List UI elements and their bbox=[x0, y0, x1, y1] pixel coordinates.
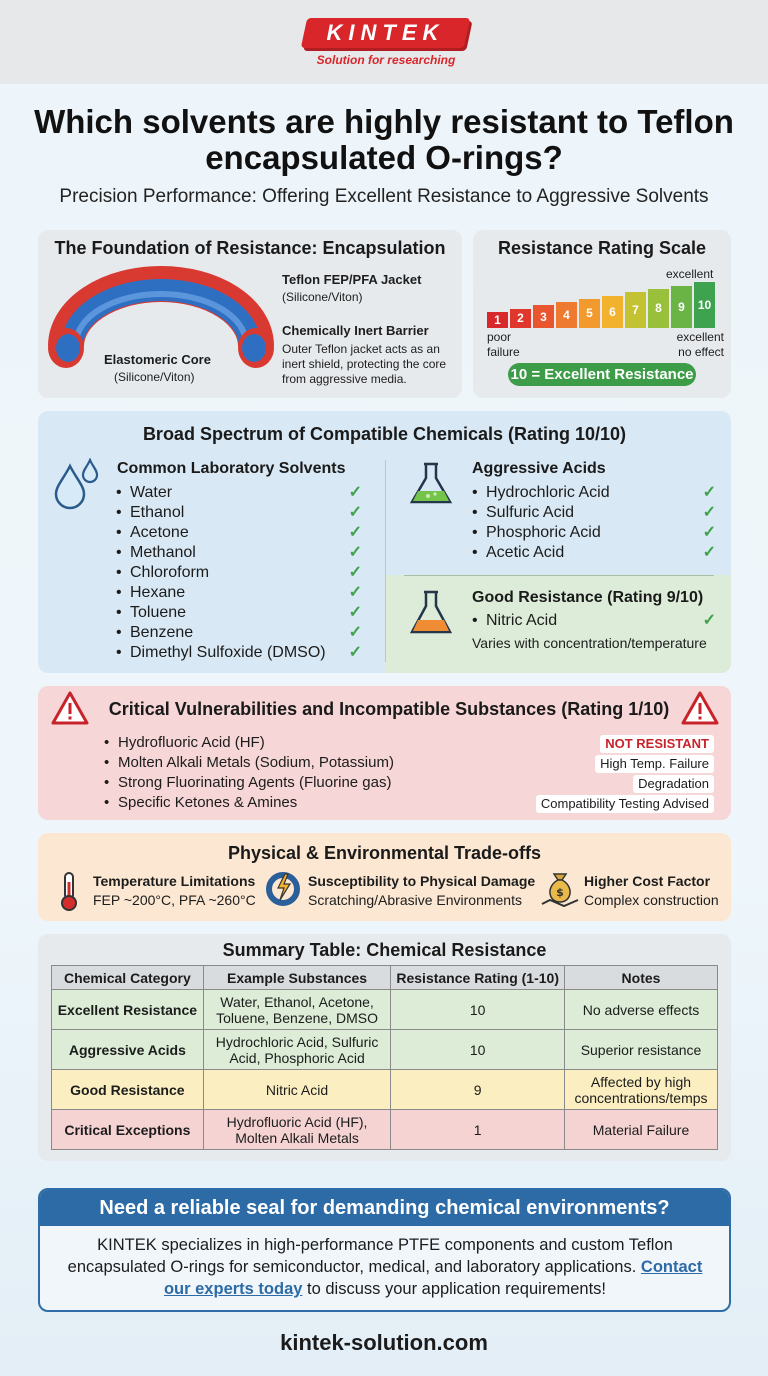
scale-bar-1: 1 bbox=[487, 312, 508, 328]
list-item-label: Strong Fluorinating Agents (Fluorine gas) bbox=[118, 774, 392, 791]
table-cell-notes: Superior resistance bbox=[565, 1030, 718, 1070]
check-icon: ✓ bbox=[348, 544, 362, 561]
check-icon: ✓ bbox=[702, 484, 716, 501]
table-row bbox=[52, 1110, 718, 1150]
table-cell-category: Aggressive Acids bbox=[52, 1030, 204, 1070]
list-item-label: Specific Ketones & Amines bbox=[118, 794, 298, 811]
table-cell-rating: 10 bbox=[391, 990, 565, 1030]
cta-heading: Need a reliable seal for demanding chemical environments? bbox=[40, 1190, 729, 1226]
contact-experts-link[interactable]: Contact our experts today bbox=[163, 1258, 703, 1298]
check-icon: ✓ bbox=[348, 504, 362, 521]
damage-icon bbox=[264, 870, 302, 908]
scale-left-label: poor failure bbox=[487, 330, 520, 359]
good-list bbox=[472, 611, 716, 631]
check-icon: ✓ bbox=[348, 584, 362, 601]
jacket-label: Teflon FEP/PFA Jacket bbox=[282, 272, 422, 287]
list-item bbox=[472, 483, 716, 503]
list-item-label: Benzene bbox=[130, 624, 194, 641]
scale-badge: 10 = Excellent Resistance bbox=[508, 363, 696, 386]
table-cell-examples: Water, Ethanol, Acetone, Toluene, Benzene, DMSO bbox=[203, 990, 391, 1030]
list-item-label: Sulfuric Acid bbox=[486, 504, 575, 521]
orange-flask-icon bbox=[408, 588, 454, 638]
brand-logo: KINTEK bbox=[326, 20, 445, 45]
good-divider bbox=[404, 575, 714, 576]
list-item bbox=[116, 623, 362, 643]
warning-icon bbox=[680, 690, 720, 726]
list-item-label: Water bbox=[130, 484, 173, 501]
list-item bbox=[472, 503, 716, 523]
rating-scale-bars bbox=[487, 282, 717, 328]
table-header-cell: Chemical Category bbox=[52, 966, 204, 990]
scale-bar-7: 7 bbox=[625, 292, 646, 328]
list-item bbox=[116, 603, 362, 623]
list-item-label: Hydrofluoric Acid (HF) bbox=[118, 734, 265, 751]
vulnerabilities-heading: Critical Vulnerabilities and Incompatible Substances (Rating 1/10) bbox=[108, 699, 670, 719]
cta-body bbox=[60, 1234, 710, 1300]
list-item bbox=[116, 523, 362, 543]
brand-tagline: Solution for researching bbox=[316, 53, 456, 67]
table-cell-examples: Hydrofluoric Acid (HF), Molten Alkali Metals bbox=[203, 1110, 391, 1150]
scale-right-label: excellent no effect bbox=[676, 330, 724, 359]
scale-bar-3: 3 bbox=[533, 305, 554, 328]
list-item-label: Hydrochloric Acid bbox=[486, 484, 610, 501]
core-sublabel: (Silicone/Viton) bbox=[114, 370, 195, 384]
table-cell-category: Critical Exceptions bbox=[52, 1110, 204, 1150]
list-item-label: Acetone bbox=[130, 524, 189, 541]
list-item bbox=[104, 733, 464, 753]
not-resistant-badge: NOT RESISTANT bbox=[600, 735, 714, 753]
check-icon: ✓ bbox=[702, 544, 716, 561]
cta-card bbox=[38, 1188, 731, 1312]
good-heading: Good Resistance (Rating 9/10) bbox=[472, 589, 704, 606]
scale-bar-6: 6 bbox=[602, 296, 623, 329]
list-item-label: Toluene bbox=[130, 604, 187, 621]
scale-bar-9: 9 bbox=[671, 286, 692, 328]
scale-bar-5: 5 bbox=[579, 299, 600, 328]
list-item bbox=[116, 563, 362, 583]
vulnerability-note: High Temp. Failure bbox=[595, 755, 714, 773]
table-header-cell: Notes bbox=[565, 966, 718, 990]
tradeoff-description: FEP ~200°C, PFA ~260°C bbox=[93, 892, 256, 908]
table-cell-rating: 9 bbox=[391, 1070, 565, 1110]
scale-bar-10: 10 bbox=[694, 282, 715, 328]
acids-list bbox=[472, 483, 716, 563]
vulnerability-note: Degradation bbox=[633, 775, 714, 793]
tradeoff-label: Higher Cost Factor bbox=[584, 873, 711, 889]
check-icon: ✓ bbox=[348, 604, 362, 621]
check-icon: ✓ bbox=[348, 484, 362, 501]
table-cell-examples: Nitric Acid bbox=[203, 1070, 391, 1110]
table-row bbox=[52, 1030, 718, 1070]
table-header-cell: Resistance Rating (1-10) bbox=[391, 966, 565, 990]
list-item bbox=[472, 611, 716, 631]
summary-heading: Summary Table: Chemical Resistance bbox=[222, 940, 547, 960]
jacket-sublabel: (Silicone/Viton) bbox=[282, 290, 363, 304]
page-subtitle: Precision Performance: Offering Excellent Resistance to Aggressive Solvents bbox=[59, 186, 709, 207]
list-item bbox=[116, 643, 362, 663]
table-cell-notes: Affected by high concentrations/temps bbox=[565, 1070, 718, 1110]
tradeoff-description: Complex construction bbox=[584, 892, 719, 908]
list-item bbox=[116, 583, 362, 603]
list-item bbox=[104, 793, 464, 813]
solvents-list bbox=[116, 483, 362, 663]
table-row bbox=[52, 1070, 718, 1110]
scale-bar-2: 2 bbox=[510, 309, 531, 328]
spectrum-heading: Broad Spectrum of Compatible Chemicals (Rating 10/10) bbox=[142, 424, 627, 444]
table-cell-rating: 10 bbox=[391, 1030, 565, 1070]
summary-table bbox=[51, 965, 718, 1150]
barrier-description: Outer Teflon jacket acts as an inert shield, protecting the core from aggressive media. bbox=[282, 342, 447, 386]
barrier-label: Chemically Inert Barrier bbox=[282, 323, 429, 338]
list-item bbox=[104, 753, 464, 773]
vulnerabilities-list bbox=[104, 733, 464, 813]
table-cell-examples: Hydrochloric Acid, Sulfuric Acid, Phosphoric Acid bbox=[203, 1030, 391, 1070]
acids-heading: Aggressive Acids bbox=[472, 460, 606, 477]
list-item-label: Acetic Acid bbox=[486, 544, 565, 561]
table-cell-notes: Material Failure bbox=[565, 1110, 718, 1150]
table-cell-category: Excellent Resistance bbox=[52, 990, 204, 1030]
check-icon: ✓ bbox=[348, 644, 362, 661]
list-item-label: Methanol bbox=[130, 544, 196, 561]
vulnerability-note: Compatibility Testing Advised bbox=[536, 795, 714, 813]
green-flask-icon bbox=[408, 460, 454, 508]
footer-url[interactable]: kintek-solution.com bbox=[280, 1330, 488, 1355]
page-title: Which solvents are highly resistant to Teflon encapsulated O-rings? bbox=[34, 103, 734, 176]
foundation-heading: The Foundation of Resistance: Encapsulation bbox=[54, 238, 446, 258]
list-item-label: Chloroform bbox=[130, 564, 210, 581]
scale-bar-4: 4 bbox=[556, 302, 577, 328]
list-item-label: Phosphoric Acid bbox=[486, 524, 601, 541]
list-item bbox=[116, 483, 362, 503]
list-item bbox=[104, 773, 464, 793]
list-item-label: Ethanol bbox=[130, 504, 185, 521]
check-icon: ✓ bbox=[702, 524, 716, 541]
check-icon: ✓ bbox=[348, 564, 362, 581]
check-icon: ✓ bbox=[702, 612, 716, 629]
scale-bar-8: 8 bbox=[648, 289, 669, 328]
solvents-heading: Common Laboratory Solvents bbox=[117, 460, 346, 477]
scale-top-label: excellent bbox=[666, 267, 714, 281]
list-item-label: Hexane bbox=[130, 584, 186, 601]
svg-text:$: $ bbox=[556, 886, 564, 899]
good-note: Varies with concentration/temperature bbox=[472, 635, 707, 651]
check-icon: ✓ bbox=[348, 624, 362, 641]
thermometer-icon bbox=[56, 870, 82, 912]
cta-body-text: KINTEK specializes in high-performance PTFE components and custom Teflon encapsulated O-rings for semiconductor, medical, and laboratory applications. bbox=[67, 1236, 673, 1276]
warning-icon bbox=[50, 690, 90, 726]
core-label: Elastomeric Core bbox=[104, 352, 211, 367]
tradeoff-label: Susceptibility to Physical Damage bbox=[308, 873, 536, 889]
tradeoff-label: Temperature Limitations bbox=[93, 873, 256, 889]
list-item-label: Molten Alkali Metals (Sodium, Potassium) bbox=[118, 754, 394, 771]
table-header-cell: Example Substances bbox=[203, 966, 391, 990]
check-icon: ✓ bbox=[348, 524, 362, 541]
money-bag-icon bbox=[540, 868, 580, 910]
table-cell-notes: No adverse effects bbox=[565, 990, 718, 1030]
o-ring-illustration bbox=[46, 266, 276, 386]
list-item bbox=[472, 543, 716, 563]
tradeoffs-heading: Physical & Environmental Trade-offs bbox=[227, 843, 542, 863]
list-item-label: Dimethyl Sulfoxide (DMSO) bbox=[130, 644, 326, 661]
list-item bbox=[472, 523, 716, 543]
table-cell-category: Good Resistance bbox=[52, 1070, 204, 1110]
table-row bbox=[52, 990, 718, 1030]
list-item bbox=[116, 543, 362, 563]
table-cell-rating: 1 bbox=[391, 1110, 565, 1150]
cta-tail-text: to discuss your application requirements! bbox=[302, 1280, 607, 1298]
water-drop-icon bbox=[52, 458, 102, 510]
tradeoff-description: Scratching/Abrasive Environments bbox=[308, 892, 522, 908]
check-icon: ✓ bbox=[702, 504, 716, 521]
spectrum-divider bbox=[385, 460, 386, 662]
list-item-label: Nitric Acid bbox=[486, 612, 558, 629]
scale-heading: Resistance Rating Scale bbox=[497, 238, 707, 258]
list-item bbox=[116, 503, 362, 523]
